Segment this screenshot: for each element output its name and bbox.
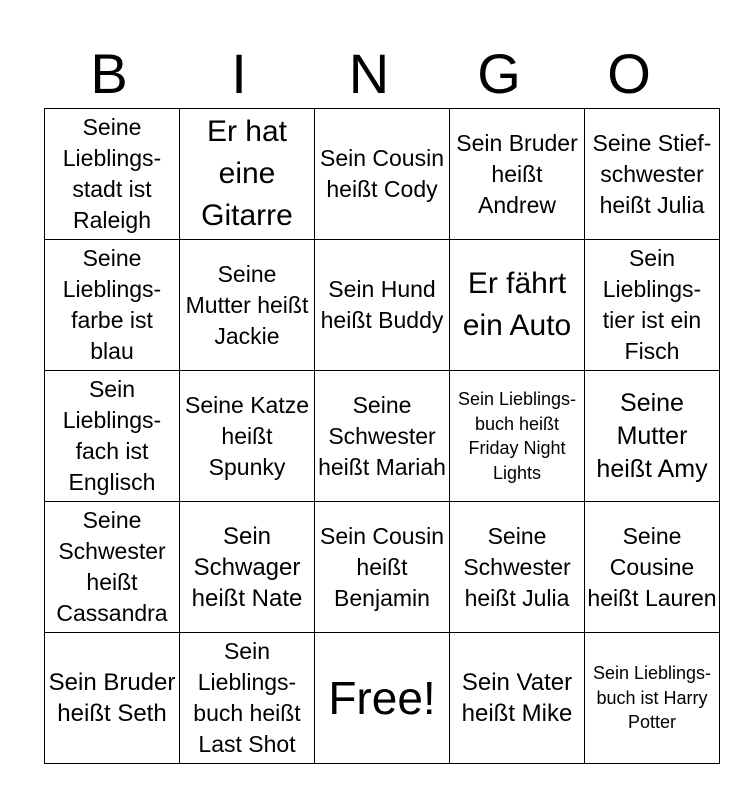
bingo-cell: Sein Bruder heißt Seth [45,633,180,764]
bingo-cell: Seine Cousine heißt Lauren [585,502,720,633]
bingo-cell: Seine Katze heißt Spunky [180,371,315,502]
bingo-header [44,40,694,108]
grid-row [45,633,720,764]
bingo-cell: Sein Lieblings-tier ist ein Fisch [585,240,720,371]
header-letter-b: B [90,42,128,105]
bingo-cell: Sein Vater heißt Mike [450,633,585,764]
grid-row [45,502,720,633]
free-space-cell: Free! [315,633,450,764]
bingo-cell: Seine Schwester heißt Julia [450,502,585,633]
header-letter-g: G [477,42,521,105]
bingo-cell: Sein Hund heißt Buddy [315,240,450,371]
bingo-cell: Seine Mutter heißt Jackie [180,240,315,371]
grid-row [45,109,720,240]
bingo-cell: Sein Bruder heißt Andrew [450,109,585,240]
grid-row [45,240,720,371]
bingo-cell: Sein Lieblings-buch ist Harry Potter [585,633,720,764]
bingo-cell: Er fährt ein Auto [450,240,585,371]
grid-row [45,371,720,502]
bingo-cell: Sein Cousin heißt Cody [315,109,450,240]
bingo-cell: Sein Lieblings-fach ist Englisch [45,371,180,502]
bingo-cell: Seine Stief-schwester heißt Julia [585,109,720,240]
bingo-cell: Sein Cousin heißt Benjamin [315,502,450,633]
bingo-cell: Seine Schwester heißt Mariah [315,371,450,502]
bingo-cell: Sein Schwager heißt Nate [180,502,315,633]
bingo-cell: Sein Lieblings-buch heißt Last Shot [180,633,315,764]
bingo-cell: Seine Lieblings-stadt ist Raleigh [45,109,180,240]
bingo-cell: Er hat eine Gitarre [180,109,315,240]
bingo-cell: Sein Lieblings-buch heißt Friday Night Lights [450,371,585,502]
header-letter-o: O [607,42,651,105]
bingo-cell: Seine Mutter heißt Amy [585,371,720,502]
header-letter-n: N [348,42,390,105]
header-letter-i: I [231,42,247,105]
bingo-cell: Seine Lieblings-farbe ist blau [45,240,180,371]
bingo-cell: Seine Schwester heißt Cassandra [45,502,180,633]
bingo-grid [44,108,720,764]
